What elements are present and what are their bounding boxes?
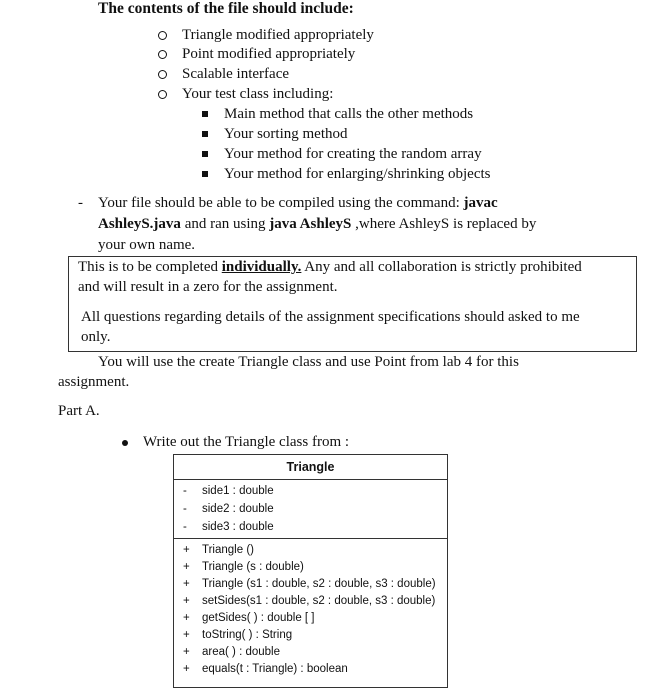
uml-class-diagram	[173, 454, 448, 688]
list-item-text: Your sorting method	[224, 126, 348, 142]
visibility-symbol: +	[183, 578, 190, 590]
method-text: toString( ) : String	[202, 629, 293, 641]
method-text: Triangle ()	[202, 544, 254, 556]
notice-text: This is to be completed	[78, 259, 222, 275]
usage-line-1: You will use the create Triangle class and use Point from lab 4 for this	[98, 354, 519, 370]
compile-text: your own name.	[98, 237, 196, 253]
compile-line-3	[98, 235, 195, 256]
square-bullet-icon	[202, 131, 208, 137]
square-bullet-icon	[202, 171, 208, 177]
method-text: area( ) : double	[202, 646, 280, 658]
notice-line-2: and will result in a zero for the assignment.	[78, 279, 338, 295]
dash-marker: -	[78, 195, 83, 211]
method-text: setSides(s1 : double, s2 : double, s3 : double)	[202, 595, 436, 607]
compile-text: and ran using	[180, 216, 270, 232]
method-text: Triangle (s : double)	[202, 561, 304, 573]
method-text: Triangle (s1 : double, s2 : double, s3 : double)	[202, 578, 436, 590]
part-a-heading: Part A.	[58, 403, 100, 419]
compile-text: ,where AshleyS is replaced by	[351, 216, 537, 232]
square-bullet-icon	[202, 151, 208, 157]
circle-bullet-icon	[158, 70, 167, 79]
attribute-text: side3 : double	[202, 521, 274, 533]
square-bullet-icon	[202, 111, 208, 117]
notice-text: Any and all collaboration is strictly prohibited	[301, 259, 582, 275]
uml-class-name: Triangle	[174, 455, 447, 480]
visibility-symbol: +	[183, 612, 190, 624]
attribute-text: side2 : double	[202, 503, 274, 515]
visibility-symbol: +	[183, 629, 190, 641]
visibility-symbol: +	[183, 544, 190, 556]
circle-bullet-icon	[158, 50, 167, 59]
list-item-text: Scalable interface	[182, 66, 290, 82]
round-bullet-icon	[122, 440, 128, 446]
list-item-text: Your method for creating the random array	[224, 146, 482, 162]
compile-text: Your file should be able to be compiled using the command:	[98, 195, 464, 211]
list-item-text: Point modified appropriately	[182, 46, 356, 62]
visibility-symbol: -	[183, 503, 187, 515]
method-text: getSides( ) : double [ ]	[202, 612, 315, 624]
run-command: java AshleyS	[269, 216, 352, 232]
notice-line-1	[78, 259, 582, 276]
method-text: equals(t : Triangle) : boolean	[202, 663, 348, 675]
notice-line-4: only.	[81, 329, 111, 345]
write-out-instruction: Write out the Triangle class from :	[143, 434, 350, 450]
list-item-text: Your test class including:	[182, 86, 334, 102]
visibility-symbol: +	[183, 595, 190, 607]
list-item-text: Triangle modified appropriately	[182, 27, 374, 43]
usage-line-2: assignment.	[58, 374, 130, 390]
section-heading: The contents of the file should include:	[98, 0, 354, 17]
compile-line-2	[98, 214, 536, 235]
uml-attributes	[174, 480, 447, 539]
notice-emphasis: individually.	[221, 259, 302, 275]
visibility-symbol: +	[183, 646, 190, 658]
circle-bullet-icon	[158, 31, 167, 40]
list-item-text: Main method that calls the other methods	[224, 106, 474, 122]
attribute-text: side1 : double	[202, 485, 274, 497]
notice-box	[68, 256, 637, 352]
file-name: AshleyS.java	[98, 216, 181, 232]
list-item-text: Your method for enlarging/shrinking objects	[224, 166, 491, 182]
compile-command: javac	[463, 195, 498, 211]
notice-line-3: All questions regarding details of the assignment specifications should asked to me	[81, 309, 580, 325]
visibility-symbol: +	[183, 663, 190, 675]
visibility-symbol: -	[183, 485, 187, 497]
circle-bullet-icon	[158, 90, 167, 99]
visibility-symbol: +	[183, 561, 190, 573]
visibility-symbol: -	[183, 521, 187, 533]
compile-line-1	[98, 193, 498, 214]
